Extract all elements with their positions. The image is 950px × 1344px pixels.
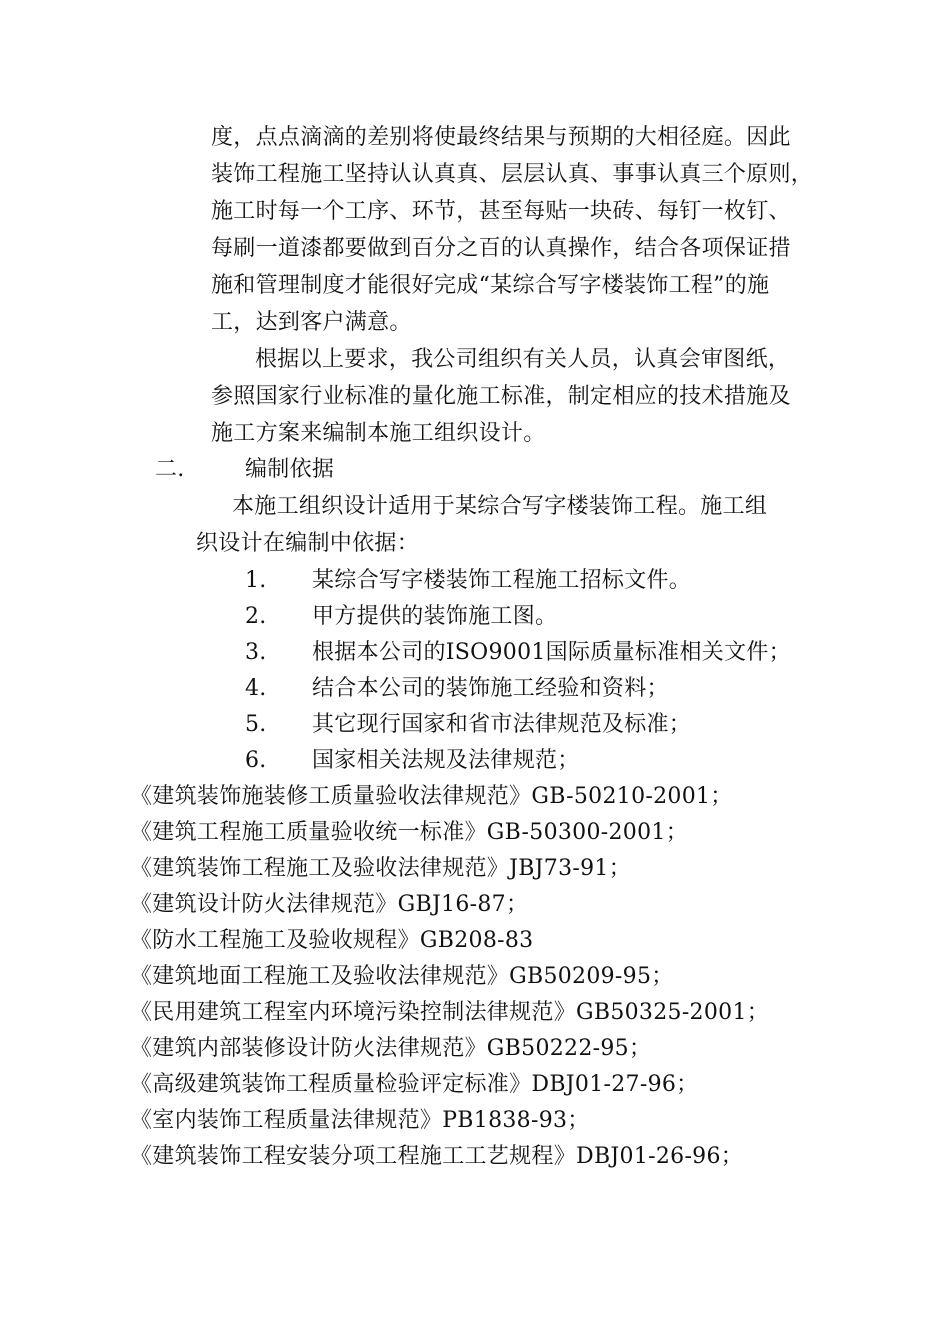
standard-item: 《民用建筑工程室内环境污染控制法律规范》GB50325-2001； xyxy=(130,1000,770,1025)
list-item-number: 4. xyxy=(245,676,267,701)
standard-item: 《建筑地面工程施工及验收法律规范》GB50209-95； xyxy=(130,964,674,989)
standard-item: 《建筑工程施工质量验收统一标准》GB-50300-2001； xyxy=(130,820,688,845)
paragraph-line: 工，达到客户满意。 xyxy=(211,310,412,335)
paragraph-line: 本施工组织设计适用于某综合写字楼装饰工程。施工组 xyxy=(232,494,768,519)
paragraph-line: 施工时每一个工序、环节，甚至每贴一块砖、每钉一枚钉、 xyxy=(211,199,791,224)
list-item-number: 3. xyxy=(245,640,267,665)
section-title: 编制依据 xyxy=(245,457,335,482)
paragraph-line: 根据以上要求，我公司组织有关人员，认真会审图纸， xyxy=(255,347,791,372)
standard-item: 《建筑装饰施装修工质量验收法律规范》GB-50210-2001； xyxy=(130,784,733,809)
paragraph-line: 织设计在编制中依据： xyxy=(196,531,420,556)
section-number: 二. xyxy=(155,457,185,482)
paragraph-line: 施和管理制度才能很好完成“某综合写字楼装饰工程”的施 xyxy=(211,273,770,298)
standard-item: 《建筑装饰工程安装分项工程施工工艺规程》DBJ01-26-96； xyxy=(130,1144,744,1169)
list-item: 甲方提供的装饰施工图。 xyxy=(312,604,558,629)
list-item: 结合本公司的装饰施工经验和资料； xyxy=(312,676,669,701)
list-item-number: 1. xyxy=(245,568,267,593)
standard-item: 《建筑内部装修设计防火法律规范》GB50222-95； xyxy=(130,1036,652,1061)
list-item: 国家相关法规及法律规范； xyxy=(312,748,580,773)
list-item-number: 6. xyxy=(245,748,267,773)
paragraph-line: 装饰工程施工坚持认认真真、层层认真、事事认真三个原则， xyxy=(211,162,814,187)
paragraph-line: 每刷一道漆都要做到百分之百的认真操作，结合各项保证措 xyxy=(211,236,791,261)
list-item: 其它现行国家和省市法律规范及标准； xyxy=(312,712,692,737)
paragraph-line: 施工方案来编制本施工组织设计。 xyxy=(211,421,546,446)
standard-item: 《建筑设计防火法律规范》GBJ16-87； xyxy=(130,892,529,917)
standard-item: 《建筑装饰工程施工及验收法律规范》JBJ73-91； xyxy=(130,856,632,881)
list-item: 某综合写字楼装饰工程施工招标文件。 xyxy=(312,568,692,593)
standard-item: 《高级建筑装饰工程质量检验评定标准》DBJ01-27-96； xyxy=(130,1072,699,1097)
paragraph-line: 度，点点滴滴的差别将使最终结果与预期的大相径庭。因此 xyxy=(211,125,791,150)
standard-item: 《防水工程施工及验收规程》GB208-83 xyxy=(130,928,534,953)
list-item-number: 2. xyxy=(245,604,267,629)
list-item-number: 5. xyxy=(245,712,267,737)
list-item: 根据本公司的ISO9001国际质量标准相关文件； xyxy=(312,640,791,665)
standard-item: 《室内装饰工程质量法律规范》PB1838-93； xyxy=(130,1108,590,1133)
paragraph-line: 参照国家行业标准的量化施工标准，制定相应的技术措施及 xyxy=(211,384,791,409)
